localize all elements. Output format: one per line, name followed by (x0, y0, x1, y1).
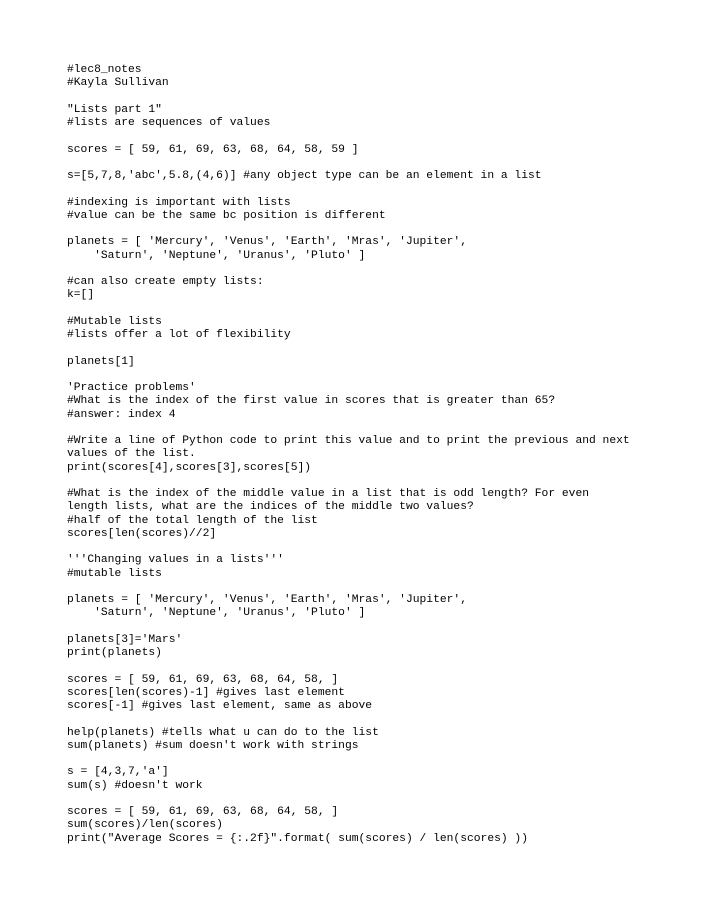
code-line (67, 660, 687, 673)
code-line: 'Saturn', 'Neptune', 'Uranus', 'Pluto' ] (67, 607, 366, 620)
code-line: s = [4,3,7,'a'] (67, 766, 169, 779)
code-line: #indexing is important with lists (67, 196, 291, 209)
code-line: scores = [ 59, 61, 69, 63, 68, 64, 58, ] (67, 806, 339, 818)
code-line: scores[len(scores)-1] #gives last element (67, 686, 345, 699)
code-line: #What is the index of the first value in scores that is greater than 65? (67, 395, 556, 408)
code-line: #can also create empty lists: (67, 276, 264, 288)
code-line: print(scores[4],scores[3],scores[5]) (67, 461, 312, 474)
code-line: sum(s) #doesn't work (67, 779, 203, 792)
code-line (67, 130, 687, 143)
code-line (67, 157, 687, 170)
code-line: k=[] (67, 289, 95, 302)
code-line: print(planets) (67, 647, 162, 659)
code-line: planets = [ 'Mercury', 'Venus', 'Earth', 'Mras', 'Jupiter', (67, 594, 467, 606)
code-line: #What is the index of the middle value in a list that is odd length? For even (67, 488, 590, 500)
code-line: planets[1] (67, 355, 135, 368)
code-line (67, 263, 687, 276)
code-line: scores[len(scores)//2] (67, 527, 217, 540)
code-line: '''Changing values in a lists''' (67, 554, 284, 567)
code-line: #half of the total length of the list (67, 514, 318, 527)
code-line (67, 581, 687, 594)
code-line: scores = [ 59, 61, 69, 63, 68, 64, 58, ] (67, 673, 339, 686)
code-line: sum(planets) #sum doesn't work with strings (67, 739, 359, 752)
code-line: sum(scores)/len(scores) (67, 819, 223, 832)
code-line: #lists are sequences of values (67, 117, 271, 129)
code-line: #answer: index 4 (67, 408, 176, 421)
code-line (67, 422, 687, 435)
code-line (67, 369, 687, 382)
code-line: scores[-1] #gives last element, same as above (67, 700, 373, 712)
code-line (67, 541, 687, 554)
code-line (67, 183, 687, 196)
code-line: #lec8_notes (67, 64, 142, 76)
code-line (67, 793, 687, 806)
code-line: #Kayla Sullivan (67, 77, 169, 90)
code-line: #lists offer a lot of flexibility (67, 329, 291, 341)
code-line: help(planets) #tells what u can do to the list (67, 726, 379, 739)
code-line: planets[3]='Mars' (67, 633, 183, 646)
code-line (67, 713, 687, 726)
code-line: values of the list. (67, 448, 196, 461)
code-line (67, 753, 687, 766)
code-line: scores = [ 59, 61, 69, 63, 68, 64, 58, 59 ] (67, 143, 359, 156)
code-line (67, 223, 687, 236)
code-line: "Lists part 1" (67, 103, 162, 116)
code-line: #value can be the same bc position is different (67, 209, 386, 222)
code-line (67, 91, 687, 104)
code-line: 'Practice problems' (67, 382, 196, 394)
code-line (67, 342, 687, 355)
code-line: #Write a line of Python code to print this value and to print the previous and next (67, 435, 630, 447)
code-line (67, 475, 687, 488)
code-text-body (67, 64, 687, 846)
code-line: #mutable lists (67, 567, 162, 580)
code-line: length lists, what are the indices of the middle two values? (67, 501, 474, 514)
code-line: 'Saturn', 'Neptune', 'Uranus', 'Pluto' ] (67, 249, 366, 262)
code-line: s=[5,7,8,'abc',5.8,(4,6)] #any object type can be an element in a list (67, 170, 542, 182)
code-line: planets = [ 'Mercury', 'Venus', 'Earth', 'Mras', 'Jupiter', (67, 236, 467, 249)
code-line: #Mutable lists (67, 315, 162, 328)
code-line: print("Average Scores = {:.2f}".format( sum(scores) / len(scores) )) (67, 832, 528, 845)
code-line (67, 621, 687, 634)
code-line (67, 303, 687, 316)
